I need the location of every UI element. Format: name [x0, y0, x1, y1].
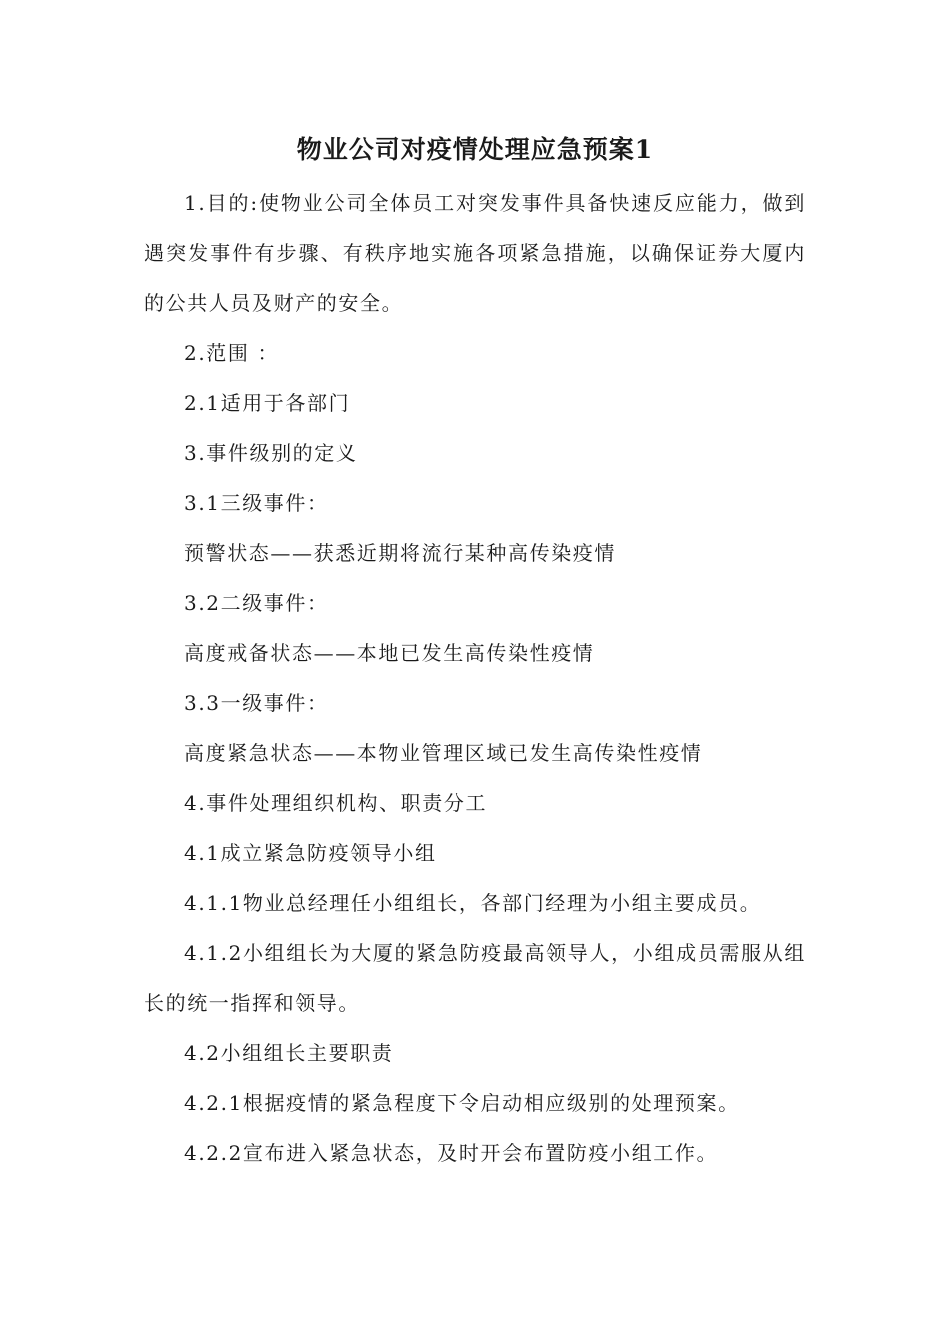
paragraph-level-2-desc: 高度戒备状态——本地已发生高传染性疫情	[184, 641, 595, 665]
paragraph-event-levels: 3.事件级别的定义	[184, 441, 358, 465]
paragraph-4-1: 4.1成立紧急防疫领导小组	[184, 841, 437, 865]
paragraph-organization: 4.事件处理组织机构、职责分工	[184, 791, 488, 815]
paragraph-4-1-2: 4.1.2小组组长为大厦的紧急防疫最高领导人，小组成员需服从组长的统一指挥和领导。	[144, 941, 806, 1015]
paragraph-4-1-1: 4.1.1物业总经理任小组组长，各部门经理为小组主要成员。	[184, 891, 762, 915]
document-title: 物业公司对疫情处理应急预案1	[296, 135, 654, 164]
paragraph-4-2-2: 4.2.2宣布进入紧急状态，及时开会布置防疫小组工作。	[184, 1141, 719, 1165]
paragraph-scope: 2.范围 ：	[184, 341, 280, 365]
paragraph-level-1: 3.3一级事件：	[184, 691, 329, 715]
paragraph-level-1-desc: 高度紧急状态——本物业管理区域已发生高传染性疫情	[184, 741, 703, 765]
paragraph-purpose: 1.目的:使物业公司全体员工对突发事件具备快速反应能力，做到遇突发事件有步骤、有秩序地实施各项紧急措施，以确保证券大厦内的公共人员及财产的安全。	[144, 191, 806, 315]
paragraph-level-2: 3.2二级事件：	[184, 591, 329, 615]
paragraph-4-2: 4.2小组组长主要职责	[184, 1041, 394, 1065]
paragraph-level-3-desc: 预警状态——获悉近期将流行某种高传染疫情	[184, 541, 616, 565]
document-body	[144, 178, 806, 1178]
paragraph-scope-2-1: 2.1适用于各部门	[184, 391, 351, 415]
paragraph-level-3: 3.1三级事件：	[184, 491, 329, 515]
paragraph-4-2-1: 4.2.1根据疫情的紧急程度下令启动相应级别的处理预案。	[184, 1091, 740, 1115]
